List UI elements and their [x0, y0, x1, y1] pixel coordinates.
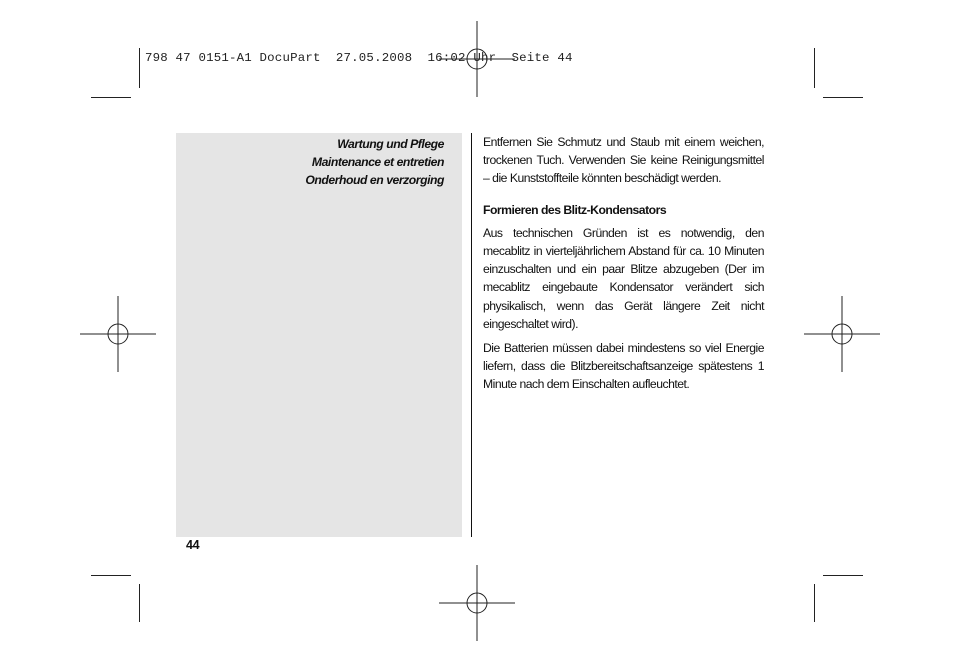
- crop-mark-top-right-horizontal: [823, 97, 863, 98]
- page-number: 44: [186, 538, 200, 552]
- section-titles: [305, 135, 444, 189]
- main-text-column: [483, 133, 764, 394]
- crop-mark-top-right-vertical: [814, 48, 815, 88]
- section-heading: Formieren des Blitz-Kondensators: [483, 202, 667, 217]
- section-title-dutch: Onderhoud en verzorging: [305, 173, 444, 187]
- crop-mark-bottom-left-vertical: [139, 584, 140, 622]
- registration-target-icon: [80, 296, 156, 372]
- crop-mark-bottom-right-vertical: [814, 584, 815, 622]
- registration-mark-left: [80, 296, 156, 372]
- section-title-french: Maintenance et entretien: [311, 155, 444, 169]
- section-title-german: Wartung und Pflege: [337, 137, 444, 151]
- intro-paragraph: Entfernen Sie Schmutz und Staub mit einem weichen, trockenen Tuch. Verwenden Sie keine Reinigungsmittel – die Kunststoffteile könnten beschädigt werden.: [483, 135, 764, 186]
- section-sidebar: [176, 133, 462, 537]
- registration-target-icon: [804, 296, 880, 372]
- crop-mark-bottom-right-horizontal: [823, 575, 863, 576]
- printer-slug: 798 47 0151-A1 DocuPart 27.05.2008 16:02 Uhr Seite 44: [145, 51, 573, 65]
- crop-mark-bottom-left-horizontal: [91, 575, 131, 576]
- registration-target-icon: [439, 565, 515, 641]
- registration-mark-top: [439, 21, 515, 97]
- body-paragraph: Die Batterien müssen dabei mindestens so viel Energie liefern, dass die Blitzbereitschaftsanzeige spätestens 1 Minute nach dem Einschalten aufleuchtet.: [483, 341, 764, 392]
- registration-mark-bottom: [439, 565, 515, 641]
- column-divider: [471, 133, 472, 537]
- crop-mark-top-left-horizontal: [91, 97, 131, 98]
- registration-mark-right: [804, 296, 880, 372]
- registration-target-icon: [439, 21, 515, 97]
- body-paragraph: Aus technischen Gründen ist es notwendig, den mecablitz in vierteljährlichem Abstand für ca. 10 Minuten einzuschalten und ein paar Blitze abzugeben (Der im mecablitz eingebaute Kondensator verändert sich physikalisch, wenn das Gerät längere Zeit nicht eingeschaltet wird).: [483, 225, 764, 331]
- crop-mark-top-left-vertical: [139, 48, 140, 88]
